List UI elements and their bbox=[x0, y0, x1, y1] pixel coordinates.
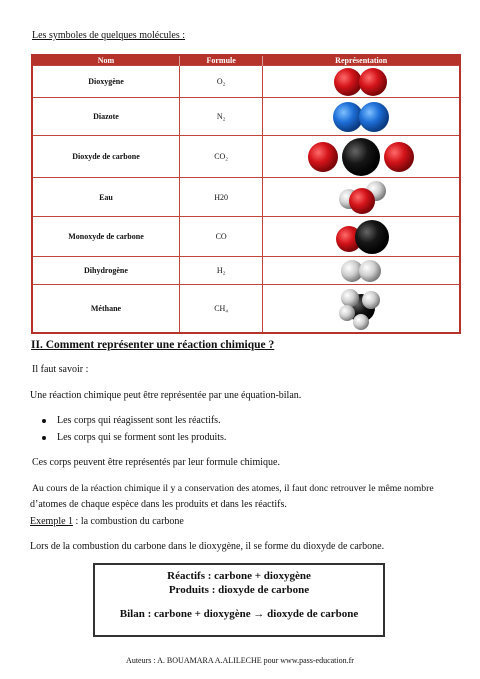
bullet-list bbox=[33, 414, 226, 448]
row-name: Méthane bbox=[32, 285, 179, 333]
list-item-text: Les corps qui se forment sont les produits. bbox=[57, 432, 227, 443]
row-formula: CH₄ bbox=[179, 285, 262, 333]
row-name: Eau bbox=[32, 178, 179, 217]
n2-molecule-icon bbox=[301, 100, 421, 134]
section-title: Les symboles de quelques molécules : bbox=[32, 30, 186, 41]
row-formula: CO bbox=[179, 217, 262, 257]
co-molecule-icon bbox=[301, 219, 421, 255]
header-formule: Formule bbox=[179, 55, 262, 66]
produits-line: Produits : dioxyde de carbone bbox=[168, 584, 310, 596]
row-formula: O₂ bbox=[179, 66, 262, 98]
paragraph-combustion: Lors de la combustion du carbone dans le dioxygène, il se forme du dioxyde de carbone. bbox=[30, 541, 385, 552]
bullet-icon bbox=[42, 436, 46, 440]
paragraph-equation: Une réaction chimique peut être représentée par une équation-bilan. bbox=[30, 390, 302, 401]
row-formula: CO₂ bbox=[179, 136, 262, 178]
section-heading: II. Comment représenter une réaction chimique ? bbox=[31, 339, 275, 351]
row-representation bbox=[263, 217, 460, 257]
row-representation bbox=[263, 98, 460, 136]
table-row bbox=[32, 285, 460, 333]
row-name: Dioxygène bbox=[32, 66, 179, 98]
table-row bbox=[32, 217, 460, 257]
header-representation: Représentation bbox=[263, 55, 460, 66]
row-name: Dihydrogène bbox=[32, 257, 179, 285]
list-item-text: Les corps qui réagissent sont les réactifs. bbox=[57, 415, 221, 426]
row-representation bbox=[263, 66, 460, 98]
table-header-row bbox=[32, 55, 460, 66]
table-row bbox=[32, 178, 460, 217]
paragraph-conservation-1: Au cours de la réaction chimique il y a conservation des atomes, il faut donc retrouver le même nombre bbox=[32, 483, 434, 494]
paragraph-formula: Ces corps peuvent être représentés par leur formule chimique. bbox=[32, 457, 280, 468]
example-text: : la combustion du carbone bbox=[73, 516, 184, 527]
example-line bbox=[30, 515, 184, 529]
row-name: Dioxyde de carbone bbox=[32, 136, 179, 178]
row-representation bbox=[263, 257, 460, 285]
ch4-molecule-icon bbox=[301, 286, 421, 330]
row-formula: N₂ bbox=[179, 98, 262, 136]
intro-text: Il faut savoir : bbox=[32, 364, 89, 375]
table-row bbox=[32, 136, 460, 178]
row-name: Diazote bbox=[32, 98, 179, 136]
example-label: Exemple 1 bbox=[30, 516, 74, 527]
reactifs-line: Réactifs : carbone + dioxygène bbox=[167, 570, 311, 582]
list-item bbox=[33, 431, 226, 448]
table-row bbox=[32, 257, 460, 285]
o2-molecule-icon bbox=[301, 67, 421, 97]
bullet-icon bbox=[42, 419, 46, 423]
equation-box bbox=[93, 563, 385, 637]
row-formula: H20 bbox=[179, 178, 262, 217]
h2-molecule-icon bbox=[301, 258, 421, 284]
co2-molecule-icon bbox=[286, 138, 436, 176]
paragraph-conservation-2: d’atomes de chaque espèce dans les produits et dans les réactifs. bbox=[30, 499, 287, 510]
row-formula: H₂ bbox=[179, 257, 262, 285]
row-representation bbox=[263, 285, 460, 333]
table-row bbox=[32, 98, 460, 136]
bilan-line: Bilan : carbone + dioxygène → dioxyde de carbone bbox=[119, 608, 359, 620]
molecules-table bbox=[31, 54, 461, 334]
row-name: Monoxyde de carbone bbox=[32, 217, 179, 257]
header-nom: Nom bbox=[32, 55, 179, 66]
row-representation bbox=[263, 136, 460, 178]
table-row bbox=[32, 66, 460, 98]
row-representation bbox=[263, 178, 460, 217]
list-item bbox=[33, 414, 226, 431]
footer-authors: Auteurs : A. BOUAMARA A.ALILECHE pour www.pass-education.fr bbox=[126, 656, 354, 665]
h2o-molecule-icon bbox=[301, 179, 421, 215]
